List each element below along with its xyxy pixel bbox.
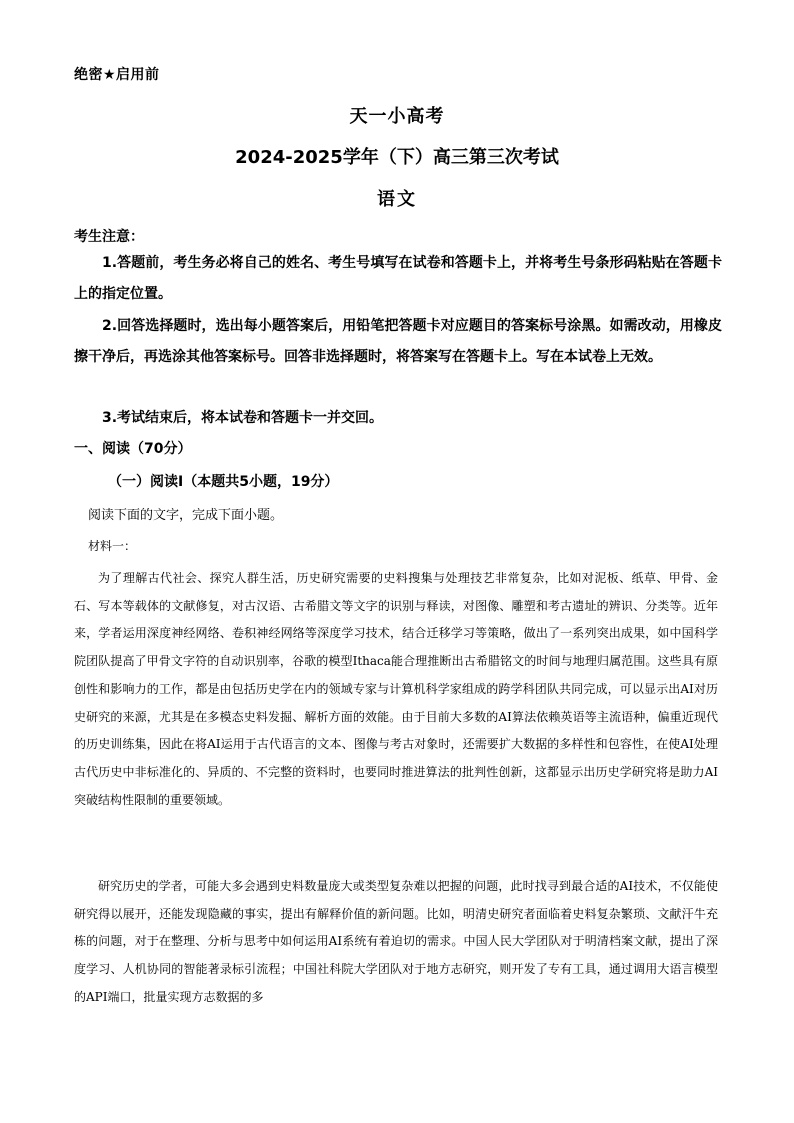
- notice-item-2: 2.回答选择题时，选出每小题答案后，用铅笔把答题卡对应题目的答案标号涂黑。如需改动，用橡皮擦干净后，再选涂其他答案标号。回答非选择题时，将答案写在答题卡上。写在本试卷上无效。: [74, 318, 722, 365]
- exam-organization: 天一小高考: [349, 106, 445, 127]
- subject-title: 语文: [377, 189, 417, 210]
- notice-item-3: 3.考试结束后，将本试卷和答题卡一并交回。: [102, 410, 384, 426]
- notice-item-1: 1.答题前，考生务必将自己的姓名、考生号填写在试卷和答题卡上，并将考生号条形码粘贴在答题卡上的指定位置。: [74, 255, 722, 302]
- section-heading: 一、阅读（70分）: [74, 441, 192, 457]
- exam-title: 2024-2025学年（下）高三第三次考试: [235, 147, 559, 168]
- material-paragraph-2: 研究历史的学者，可能大多会遇到史料数量庞大或类型复杂难以把握的问题，此时找寻到最合适的AI技术，不仅能使研究得以展开，还能发现隐藏的事实，提出有解释价值的新问题。比如，明清史研究者面临着史料复杂繁琐、文献汗牛充栋的问题，对于在整理、分析与思考中如何运用AI系统有着迫切的需求。中国人民大学团队对于明清档案文献，提出了深度学习、人机协同的智能著录标引流程；中国社科院大学团队对于地方志研究，则开发了专有工具，通过调用大语言模型的API端口，批量实现方志数据的多: [74, 879, 718, 1004]
- reading-instruction: 阅读下面的文字，完成下面小题。: [88, 508, 284, 523]
- secret-label: 绝密★启用前: [74, 67, 160, 83]
- notice-title: 考生注意：: [74, 229, 144, 245]
- material-label: 材料一：: [88, 539, 137, 553]
- material-paragraph-1: 为了理解古代社会、探究人群生活，历史研究需要的史料搜集与处理技艺非常复杂，比如对泥板、纸草、甲骨、金石、写本等载体的文献修复，对古汉语、古希腊文等文字的识别与释读，对图像、雕塑和考古遗址的辨识、分类等。近年来，学者运用深度神经网络、卷积神经网络等深度学习技术，结合迁移学习等策略，做出了一系列突出成果，如中国科学院团队提高了甲骨文字符的自动识别率，谷歌的模型Ithaca能合理推断出古希腊铭文的时间与地理归属范围。这些具有原创性和影响力的工作，都是由包括历史学在内的领域专家与计算机科学家组成的跨学科团队共同完成，可以显示出AI对历史研究的来源，尤其是在多模态史料发掘、解析方面的效能。由于目前大多数的AI算法依赖英语等主流语种，偏重近现代的历史训练集，因此在将AI运用于古代语言的文本、图像与考古对象时，还需要扩大数据的多样性和包容性，在使AI处理古代历史中非标准化的、异质的、不完整的资料时，也要同时推进算法的批判性创新，这都显示出历史学研究将是助力AI突破结构性限制的重要领域。: [74, 571, 718, 807]
- subsection-heading: （一）阅读Ⅰ（本题共5小题，19分）: [108, 474, 339, 490]
